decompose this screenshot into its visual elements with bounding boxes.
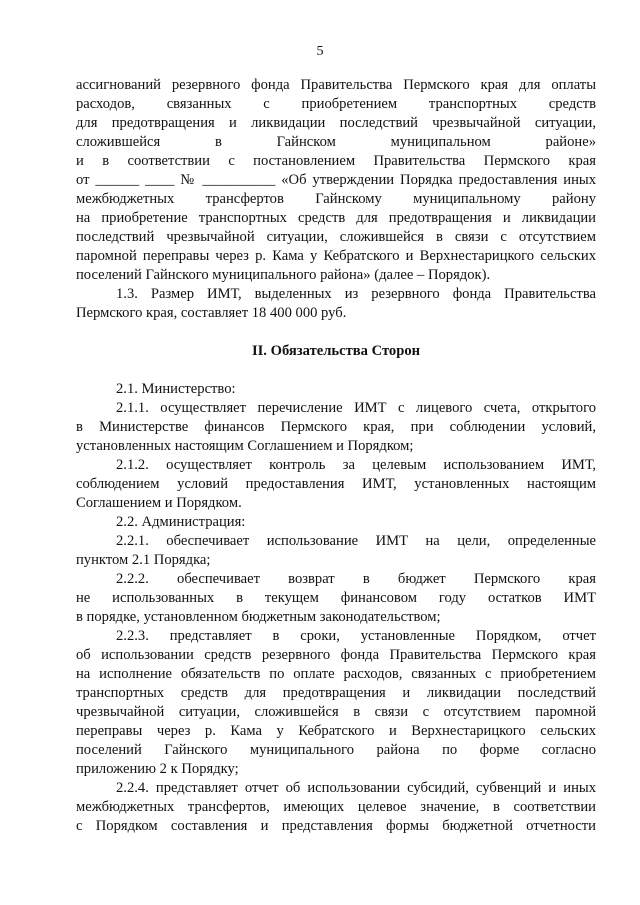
text-line: и в соответствии с постановлением Правительства Пермского края [76, 153, 596, 169]
text-line: от ______ ____ № __________ «Об утверждении Порядка предоставления иных [76, 172, 596, 188]
text-line: поселений Гайнского муниципального района» (далее – Порядок). [76, 267, 491, 283]
spacer [76, 323, 596, 342]
text-line: в порядке, установленном бюджетным законодательством; [76, 609, 441, 625]
text-line: об использовании средств резервного фонда Правительства Пермского края [76, 647, 596, 663]
text-line: 2.2.4. представляет отчет об использовании субсидий, субвенций и иных [116, 780, 596, 796]
document-body [76, 76, 596, 836]
text-line: пунктом 2.1 Порядка; [76, 552, 211, 568]
spacer [76, 361, 596, 380]
text-line: на исполнение обязательств по оплате расходов, связанных с приобретением [76, 666, 596, 682]
text-line: 2.1.2. осуществляет контроль за целевым использованием ИМТ, [116, 457, 596, 473]
text-line: транспортных средств для предотвращения и ликвидации последствий [76, 685, 596, 701]
text-line: межбюджетных трансфертов, имеющих целевое значение, в соответствии [76, 799, 596, 815]
page-number: 5 [316, 44, 324, 59]
text-line: поселений Гайнского муниципального района по форме согласно [76, 742, 596, 758]
text-line: для предотвращения и ликвидации последствий чрезвычайной ситуации, [76, 115, 596, 131]
text-line: не использованных в текущем финансовом году остатков ИМТ [76, 590, 596, 606]
text-line: Соглашением и Порядком. [76, 495, 242, 511]
text-line: с Порядком составления и представления формы бюджетной отчетности [76, 818, 596, 834]
text-line: 2.1. Министерство: [116, 381, 236, 397]
text-line: приложению 2 к Порядку; [76, 761, 239, 777]
text-line: установленных настоящим Соглашением и Порядком; [76, 438, 414, 454]
text-line: ассигнований резервного фонда Правительства Пермского края для оплаты [76, 77, 596, 93]
text-line: 1.3. Размер ИМТ, выделенных из резервного фонда Правительства [116, 286, 596, 302]
section-heading: II. Обязательства Сторон [251, 343, 421, 359]
text-line: чрезвычайной ситуации, сложившейся в связи с отсутствием паромной [76, 704, 596, 720]
text-line: последствий чрезвычайной ситуации, сложившейся в связи с отсутствием [76, 229, 596, 245]
text-line: в Министерстве финансов Пермского края, при соблюдении условий, [76, 419, 596, 435]
text-line: на приобретение транспортных средств для предотвращения и ликвидации [76, 210, 596, 226]
text-line: 2.2. Администрация: [116, 514, 246, 530]
text-line: переправы через р. Кама у Кебратского и Верхнестарицкого сельских [76, 723, 596, 739]
text-line: 2.2.2. обеспечивает возврат в бюджет Пермского края [116, 571, 596, 587]
text-line: 2.1.1. осуществляет перечисление ИМТ с лицевого счета, открытого [116, 400, 596, 416]
text-line: расходов, связанных с приобретением транспортных средств [76, 96, 596, 112]
text-line: соблюдением условий предоставления ИМТ, установленных настоящим [76, 476, 596, 492]
text-line: сложившейся в Гайнском муниципальном районе» [76, 134, 596, 150]
text-line: межбюджетных трансфертов Гайнскому муниципальному району [76, 191, 596, 207]
text-line: 2.2.3. представляет в сроки, установленные Порядком, отчет [116, 628, 596, 644]
text-line: паромной переправы через р. Кама у Кебратского и Верхнестарицкого сельских [76, 248, 596, 264]
text-line: 2.2.1. обеспечивает использование ИМТ на цели, определенные [116, 533, 596, 549]
text-line: Пермского края, составляет 18 400 000 руб. [76, 305, 347, 321]
